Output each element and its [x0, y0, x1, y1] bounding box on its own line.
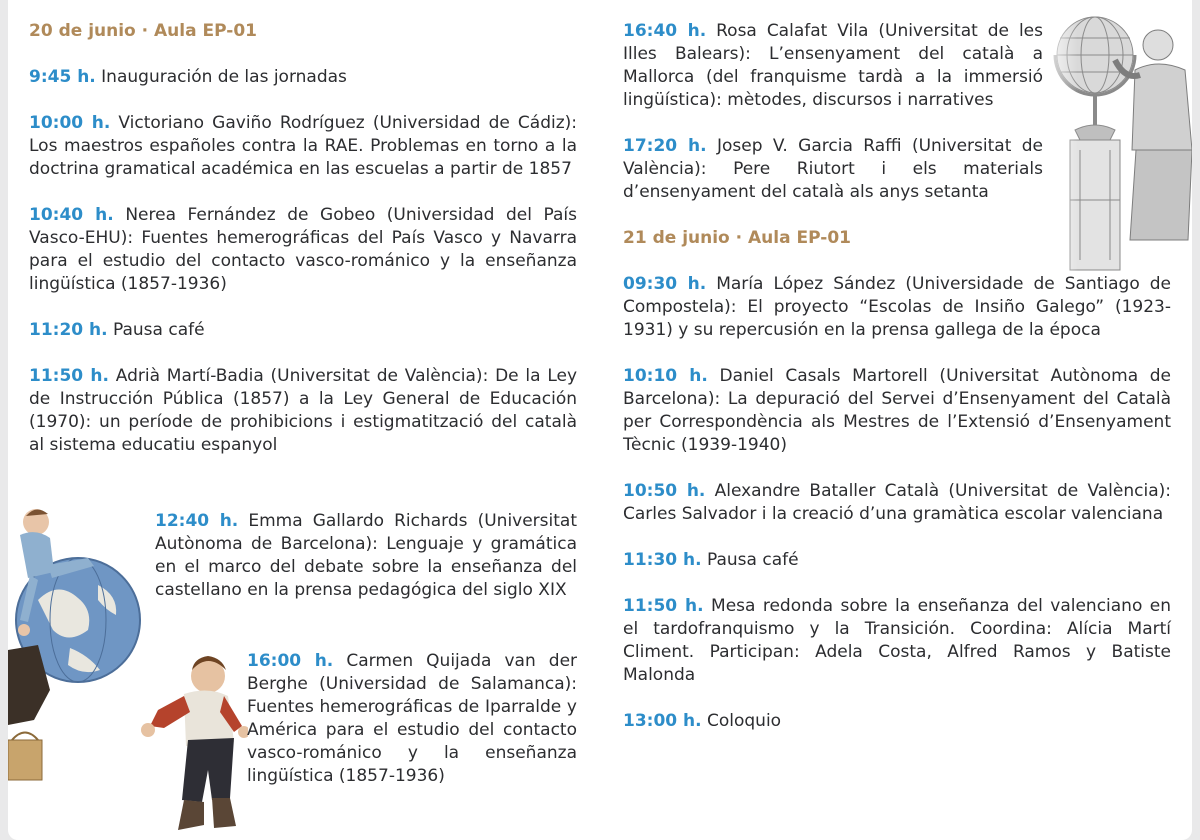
entry-time: 09:30 h.	[623, 274, 707, 294]
entry-time: 11:20 h.	[29, 320, 108, 340]
entry-time: 10:40 h.	[29, 205, 114, 225]
schedule-entry	[623, 20, 1043, 112]
entry-time: 10:00 h.	[29, 113, 111, 133]
schedule-entry	[29, 204, 577, 296]
entry-time: 16:40 h.	[623, 21, 707, 41]
schedule-entry	[623, 365, 1171, 457]
entry-time: 9:45 h.	[29, 67, 96, 87]
left-column	[29, 20, 577, 480]
entry-text: Josep V. Garcia Raffi (Universitat de València): Pere Riutort i els materials d’ensenyament del català als anys setanta	[623, 136, 1044, 202]
schedule-entry	[623, 135, 1043, 204]
entry-time: 16:00 h.	[247, 651, 334, 671]
entry-time: 13:00 h.	[623, 711, 702, 731]
entry-time: 11:50 h.	[623, 596, 704, 616]
entry-text: Victoriano Gaviño Rodríguez (Universidad de Cádiz): Los maestros españoles contra la RAE. Problemas en torno a la doctrina gramatical académica en las escuelas a partir de 1857	[29, 113, 578, 179]
entry-text: Pausa café	[113, 320, 205, 340]
schedule-entry	[247, 650, 577, 788]
entry-text: Mesa redonda sobre la enseñanza del valenciano en el tardofranquismo y la Transición. Coordina: Alícia Martí Climent. Participan: Adela Costa, Alfred Ramos y Batiste Malonda	[623, 596, 1172, 685]
right-column	[623, 20, 1171, 756]
schedule-entry	[623, 710, 1171, 733]
schedule-entry	[29, 319, 577, 342]
schedule-entry	[29, 112, 577, 181]
entry-time: 12:40 h.	[155, 511, 239, 531]
entry-text: Carmen Quijada van der Berghe (Universidad de Salamanca): Fuentes hemerográficas de Iparralde y América para el estudio del contacto vasco-románico y la enseñanza lingüística (1857-1936)	[247, 651, 578, 786]
day-heading-june-21: 21 de junio · Aula EP-01	[623, 228, 851, 248]
entry-text: Rosa Calafat Vila (Universitat de les Illes Balears): L’ensenyament del català a Mallorca (del franquisme tardà a la immersió lingüística): mètodes, discursos i narratives	[623, 21, 1043, 110]
entry-text: Alexandre Bataller Català (Universitat de València): Carles Salvador i la creació d’una gramàtica escolar valenciana	[623, 481, 1171, 524]
day-heading-june-20: 20 de junio · Aula EP-01	[29, 21, 257, 41]
entry-time: 11:50 h.	[29, 366, 109, 386]
schedule-entry	[623, 595, 1171, 687]
entry-text: Emma Gallardo Richards (Universitat Autònoma de Barcelona): Lenguaje y gramática en el marco del debate sobre la enseñanza del castellano en la prensa pedagógica del siglo XIX	[155, 511, 577, 600]
entry-time: 10:50 h.	[623, 481, 706, 501]
entry-text: Adrià Martí-Badia (Universitat de València): De la Ley de Instrucción Pública (1857) a la Ley General de Educación (1970): un període de prohibicions i estigmatització del català al sistema educatiu espanyol	[29, 366, 578, 455]
entry-time: 11:30 h.	[623, 550, 702, 570]
schedule-entry	[155, 510, 577, 602]
schedule-entry	[623, 549, 1171, 572]
entry-text: Inauguración de las jornadas	[101, 67, 347, 87]
entry-text: Coloquio	[707, 711, 782, 731]
entry-time: 17:20 h.	[623, 136, 707, 156]
entry-text: María López Sández (Universidade de Santiago de Compostela): El proyecto “Escolas de Insiño Galego” (1923-1931) y su repercusión en la prensa gallega de la época	[623, 274, 1171, 340]
schedule-entry	[623, 480, 1171, 526]
entry-text: Daniel Casals Martorell (Universitat Autònoma de Barcelona): La depuració del Servei d’Ensenyament del Català per Correspondència als Mestres de l’Extensió d’Ensenyament Tècnic (1939-1940)	[623, 366, 1172, 455]
entry-text: Nerea Fernández de Gobeo (Universidad del País Vasco-EHU): Fuentes hemerográficas del País Vasco y Navarra para el estudio del contacto vasco-románico y la enseñanza lingüística (1857-1936)	[29, 205, 578, 294]
schedule-entry	[29, 66, 577, 89]
schedule-entry	[29, 365, 577, 457]
entry-time: 10:10 h.	[623, 366, 708, 386]
entry-text: Pausa café	[707, 550, 799, 570]
schedule-entry	[623, 273, 1171, 342]
